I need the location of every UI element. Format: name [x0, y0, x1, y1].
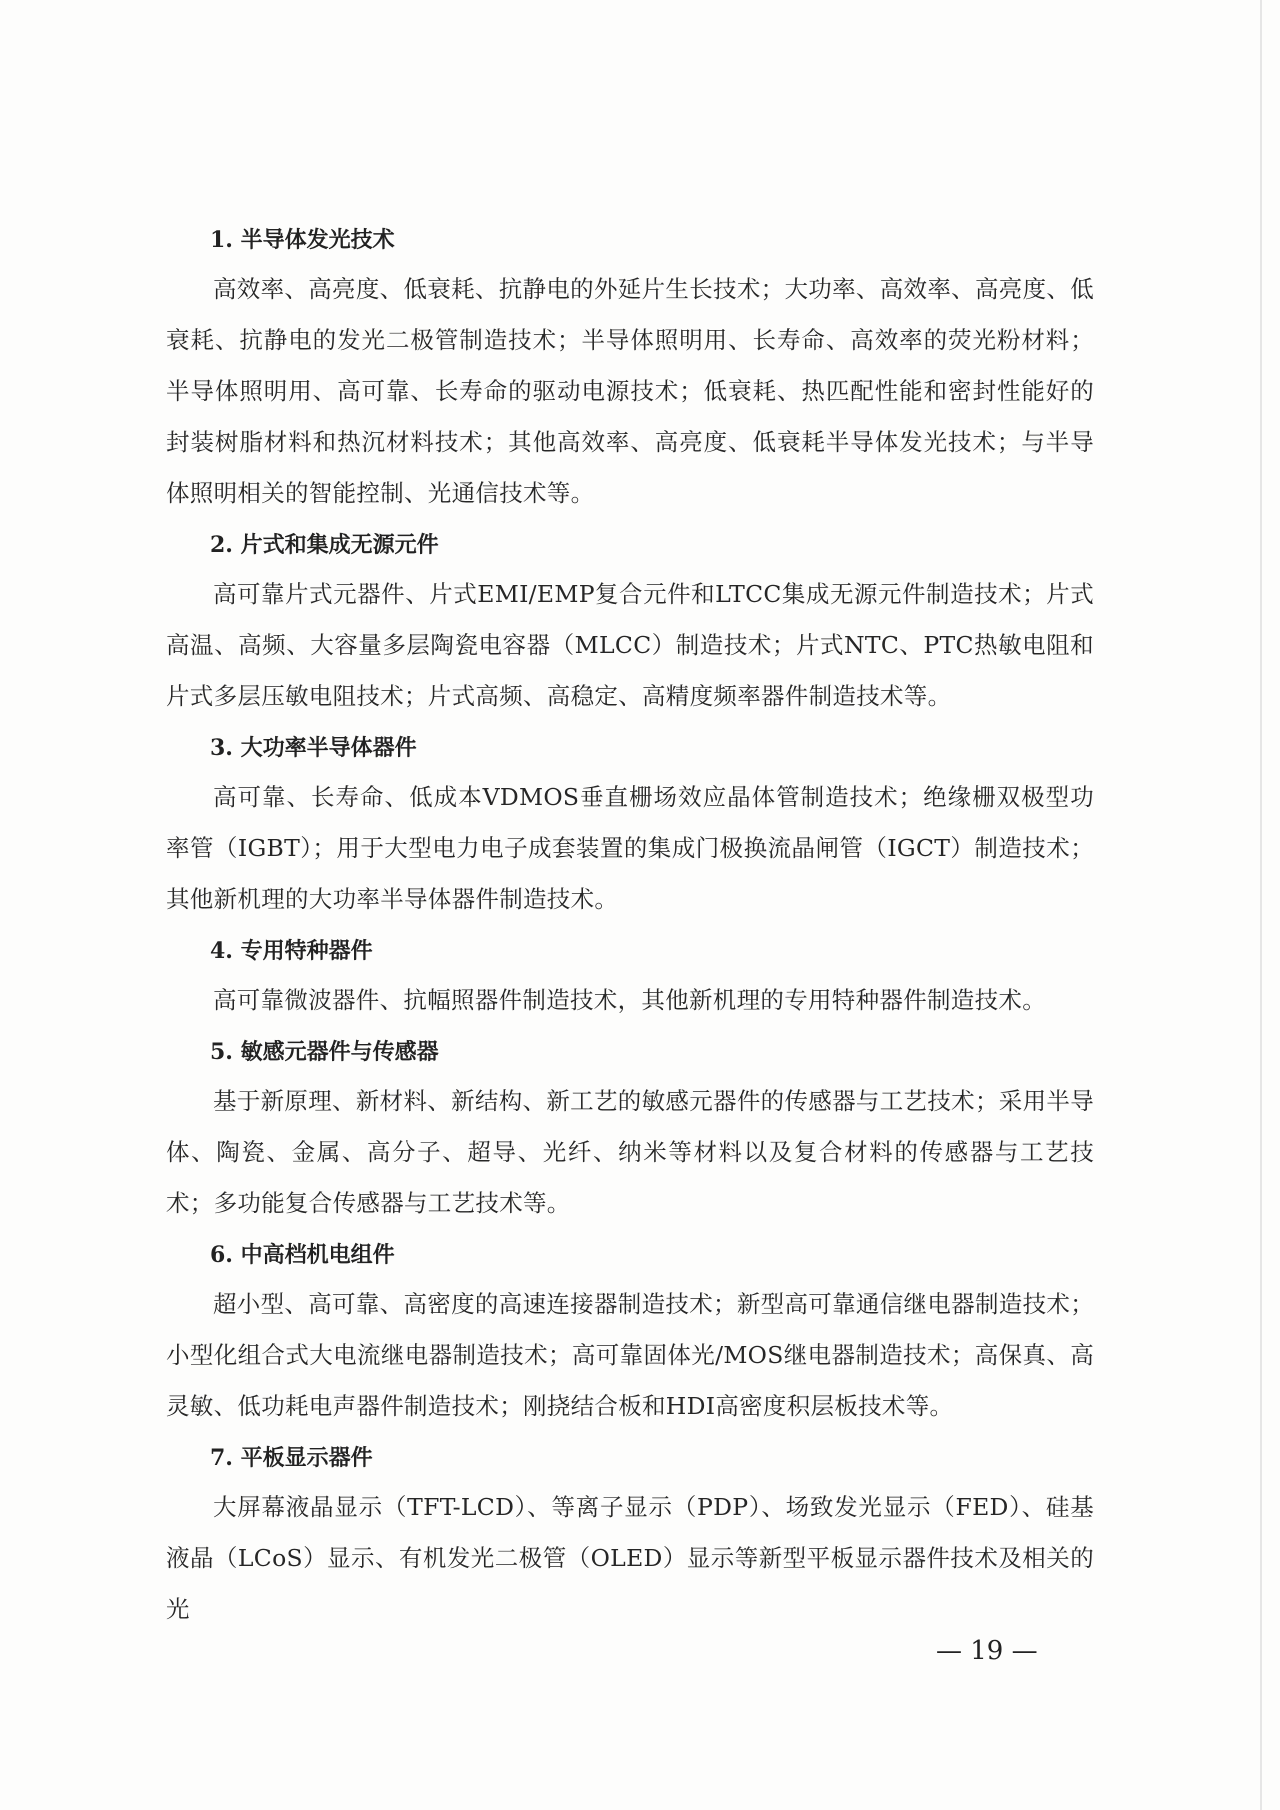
section-heading-3: 3. 大功率半导体器件 — [210, 735, 417, 761]
section-heading-4: 4. 专用特种器件 — [210, 938, 373, 964]
section-body-4: 高可靠微波器件、抗幅照器件制造技术，其他新机理的专用特种器件制造技术。 — [213, 986, 1046, 1014]
section-body-6: 超小型、高可靠、高密度的高速连接器制造技术；新型高可靠通信继电器制造技术；小型化组合式大电流继电器制造技术；高可靠固体光/MOS继电器制造技术；高保真、高灵敏、低功耗电声器件制造技术；刚挠结合板和HDI高密度积层板技术等。 — [166, 1290, 1094, 1420]
section-body-7: 大屏幕液晶显示（TFT-LCD）、等离子显示（PDP）、场致发光显示（FED）、硅基液晶（LCoS）显示、有机发光二极管（OLED）显示等新型平板显示器件技术及相关的光 — [166, 1493, 1094, 1623]
section-heading-6: 6. 中高档机电组件 — [210, 1242, 395, 1268]
document-body — [166, 226, 1094, 1647]
section-body-2: 高可靠片式元器件、片式EMI/EMP复合元件和LTCC集成无源元件制造技术；片式高温、高频、大容量多层陶瓷电容器（MLCC）制造技术；片式NTC、PTC热敏电阻和片式多层压敏电阻技术；片式高频、高稳定、高精度频率器件制造技术等。 — [166, 580, 1094, 710]
section-heading-7: 7. 平板显示器件 — [210, 1445, 373, 1471]
section-body-1: 高效率、高亮度、低衰耗、抗静电的外延片生长技术；大功率、高效率、高亮度、低衰耗、抗静电的发光二极管制造技术；半导体照明用、长寿命、高效率的荧光粉材料；半导体照明用、高可靠、长寿命的驱动电源技术；低衰耗、热匹配性能和密封性能好的封装树脂材料和热沉材料技术；其他高效率、高亮度、低衰耗半导体发光技术；与半导体照明相关的智能控制、光通信技术等。 — [166, 275, 1094, 507]
page-number: — 19 — — [936, 1636, 1038, 1666]
section-body-5: 基于新原理、新材料、新结构、新工艺的敏感元器件的传感器与工艺技术；采用半导体、陶瓷、金属、高分子、超导、光纤、纳米等材料以及复合材料的传感器与工艺技术；多功能复合传感器与工艺技术等。 — [166, 1087, 1094, 1217]
section-heading-2: 2. 片式和集成无源元件 — [210, 532, 439, 558]
section-heading-5: 5. 敏感元器件与传感器 — [210, 1039, 439, 1065]
section-body-3: 高可靠、长寿命、低成本VDMOS垂直栅场效应晶体管制造技术；绝缘栅双极型功率管（IGBT）；用于大型电力电子成套装置的集成门极换流晶闸管（IGCT）制造技术；其他新机理的大功率半导体器件制造技术。 — [166, 783, 1094, 913]
page-edge-line — [1260, 0, 1262, 1810]
section-heading-1: 1. 半导体发光技术 — [210, 227, 395, 253]
